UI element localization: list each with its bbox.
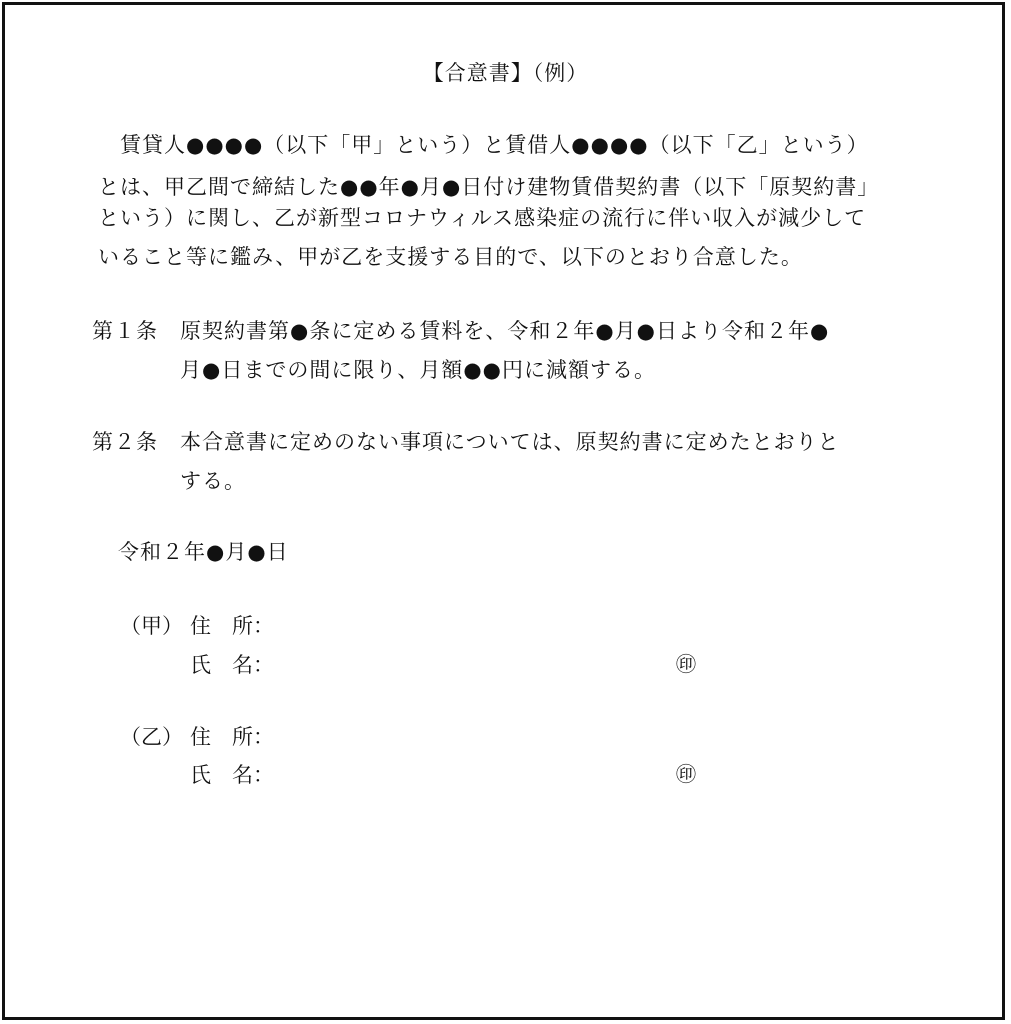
document-title: 【合意書】（例）: [422, 61, 589, 85]
party-a-marker: （甲）: [120, 614, 183, 638]
party-b-name-label: 氏 名：: [190, 763, 274, 787]
party-b-marker: （乙）: [120, 725, 183, 749]
article-1-line-2: 月●日までの間に限り、月額●●円に減額する。: [92, 358, 656, 382]
party-a-seal-icon: ㊞: [676, 652, 696, 676]
agreement-date: 令和２年●月●日: [118, 540, 289, 564]
preamble-line-1: 賃貸人●●●●（以下「甲」という）と賃借人●●●●（以下「乙」という）: [98, 133, 869, 157]
article-1-line-1: 第１条 原契約書第●条に定める賃料を、令和２年●月●日より令和２年●: [92, 319, 830, 343]
party-b-seal-icon: ㊞: [676, 762, 696, 786]
article-2-line-2: する。: [92, 469, 246, 493]
preamble-line-2: とは、甲乙間で締結した●●年●月●日付け建物賃借契約書（以下「原契約書」: [98, 175, 880, 199]
party-b-address-label: 住 所：: [190, 725, 274, 749]
preamble-line-4: いること等に鑑み、甲が乙を支援する目的で、以下のとおり合意した。: [98, 245, 803, 269]
party-a-address-label: 住 所：: [190, 614, 274, 638]
preamble-line-3: という）に関し、乙が新型コロナウィルス感染症の流行に伴い収入が減少して: [98, 206, 867, 230]
article-2-line-1: 第２条 本合意書に定めのない事項については、原契約書に定めたとおりと: [92, 430, 840, 454]
party-a-name-label: 氏 名：: [190, 653, 274, 677]
